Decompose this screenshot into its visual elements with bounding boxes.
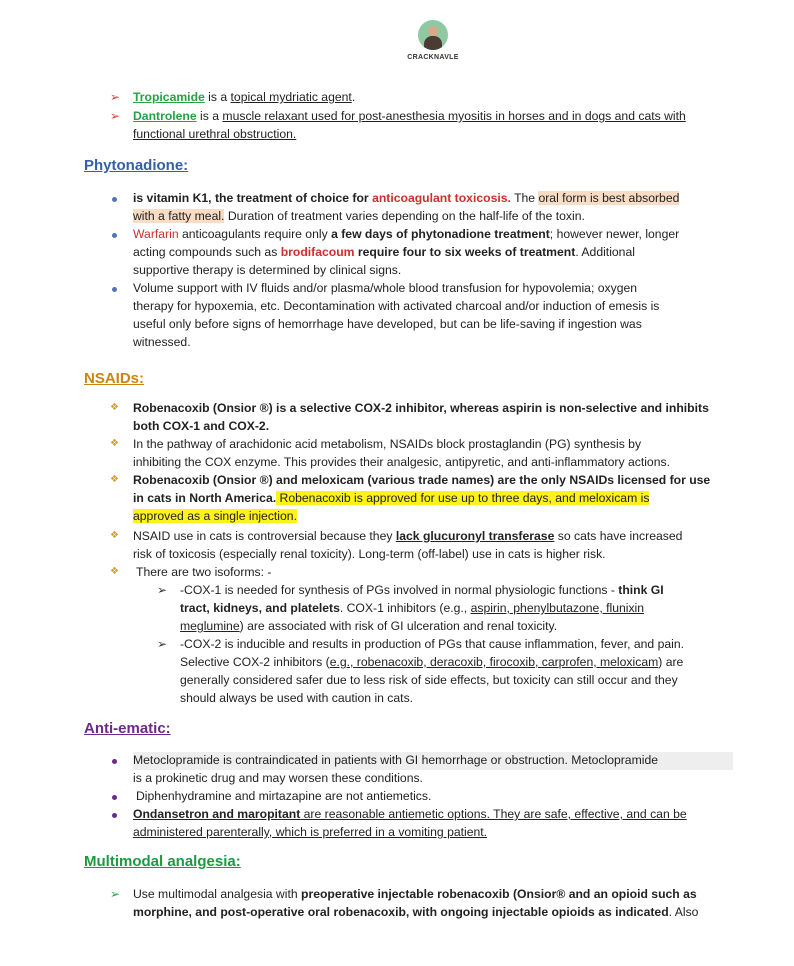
bullet-dot-icon [112, 197, 117, 202]
section-heading-antiemetic: Anti-ematic: [84, 720, 171, 737]
bullet-dot-icon [112, 759, 117, 764]
section-heading-multimodal: Multimodal analgesia: [84, 853, 241, 870]
cox1-line-2: tract, kidneys, and platelets. COX-1 inhibitors (e.g., aspirin, phenylbutazone, flunixin [180, 601, 645, 615]
arrow-bullet-icon: ➢ [157, 583, 168, 597]
nsaid-bullet-2-line-1: In the pathway of arachidonic acid metabolism, NSAIDs block prostaglandin (PG) synthesis by [133, 437, 642, 451]
cox1-line-1: -COX-1 is needed for synthesis of PGs involved in normal physiologic functions - think GI [180, 583, 664, 597]
nsaid-bullet-5: There are two isoforms: - [136, 565, 272, 579]
brand-logo [393, 18, 473, 80]
multimodal-bullet-line-2: morphine, and post-operative oral robenacoxib, with ongoing injectable opioids as indicated. Also [133, 905, 699, 919]
phyto-bullet-2-line-1: Warfarin anticoagulants require only a few days of phytonadione treatment; however newer, longer [133, 227, 680, 241]
diamond-bullet-icon: ❖ [110, 530, 119, 541]
phyto-bullet-3-line-3: useful only before signs of hemorrhage have developed, but can be life-saving if ingestion was [133, 317, 642, 331]
diamond-bullet-icon: ❖ [110, 402, 119, 413]
nsaid-bullet-1-line-1: Robenacoxib (Onsior ®) is a selective COX-2 inhibitor, whereas aspirin is non-selective and inhibits [133, 401, 709, 415]
bullet-dot-icon [112, 287, 117, 292]
nsaid-bullet-4-line-2: risk of toxicosis (especially renal toxicity). Long-term (off-label) use in cats is higher risk. [133, 547, 606, 561]
multimodal-bullet-line-1: Use multimodal analgesia with preoperative injectable robenacoxib (Onsior® and an opioid such as [133, 887, 697, 901]
phyto-bullet-1-line-1: is vitamin K1, the treatment of choice for anticoagulant toxicosis. The oral form is best absorbed [133, 191, 680, 205]
cox2-line-2: Selective COX-2 inhibitors (e.g., robenacoxib, deracoxib, firocoxib, carprofen, meloxicam) are [180, 655, 684, 669]
antiemetic-bullet-1-line-2: is a prokinetic drug and may worsen these conditions. [133, 771, 423, 785]
cox2-line-1: -COX-2 is inducible and results in production of PGs that cause inflammation, fever, and pain. [180, 637, 685, 651]
bullet-dot-icon [112, 795, 117, 800]
highlighted-text: approved as a single injection. [133, 509, 297, 523]
diamond-bullet-icon: ❖ [110, 438, 119, 449]
antiemetic-bullet-1-line-1: Metoclopramide is contraindicated in patients with GI hemorrhage or obstruction. Metoclopramide [133, 752, 733, 770]
nsaid-bullet-2-line-2: inhibiting the COX enzyme. This provides their analgesic, antipyretic, and anti-inflammatory actions. [133, 455, 670, 469]
nsaid-bullet-3-line-1: Robenacoxib (Onsior ®) and meloxicam (various trade names) are the only NSAIDs licensed for use [133, 473, 711, 487]
section-heading-nsaids: NSAIDs: [84, 370, 145, 387]
intro-item-dantrolene-cont: functional urethral obstruction. [133, 127, 297, 141]
phyto-bullet-3-line-1: Volume support with IV fluids and/or plasma/whole blood transfusion for hypovolemia; oxygen [133, 281, 638, 295]
arrow-bullet-icon: ➢ [157, 637, 168, 651]
phyto-bullet-1-line-2: with a fatty meal. Duration of treatment varies depending on the half-life of the toxin. [133, 209, 585, 223]
antiemetic-bullet-2: Diphenhydramine and mirtazapine are not antiemetics. [136, 789, 432, 803]
brand-name: CRACKNAVLE [407, 54, 459, 61]
phyto-bullet-3-line-4: witnessed. [133, 335, 191, 349]
antiemetic-bullet-3-line-2: administered parenterally, which is preferred in a vomiting patient. [133, 825, 488, 839]
phyto-bullet-2-line-3: supportive therapy is determined by clinical signs. [133, 263, 402, 277]
bullet-dot-icon [112, 233, 117, 238]
diamond-bullet-icon: ❖ [110, 566, 119, 577]
bullet-dot-icon [112, 813, 117, 818]
intro-item-tropicamide: Tropicamide is a topical mydriatic agent. [133, 90, 356, 104]
diamond-bullet-icon: ❖ [110, 474, 119, 485]
arrow-bullet-icon: ➢ [110, 887, 121, 901]
drug-name: Tropicamide [133, 90, 205, 104]
phyto-bullet-2-line-2: acting compounds such as brodifacoum require four to six weeks of treatment. Additional [133, 245, 635, 259]
highlighted-text: Robenacoxib is approved for use up to three days, and meloxicam is [276, 491, 650, 505]
cox1-line-3: meglumine) are associated with risk of GI ulceration and renal toxicity. [180, 619, 558, 633]
doctor-avatar-icon [418, 20, 448, 50]
arrow-bullet-icon: ➢ [110, 90, 121, 104]
antiemetic-bullet-3-line-1: Ondansetron and maropitant are reasonable antiemetic options. They are safe, effective, and can be [133, 807, 687, 821]
nsaid-bullet-3-line-3 [133, 508, 297, 526]
drug-name: Dantrolene [133, 109, 197, 123]
nsaid-bullet-1-line-2: both COX-1 and COX-2. [133, 419, 270, 433]
cox2-line-3: generally considered safer due to less risk of side effects, but toxicity can still occur and they [180, 673, 678, 687]
arrow-bullet-icon: ➢ [110, 109, 121, 123]
cox2-line-4: should always be used with caution in cats. [180, 691, 414, 705]
nsaid-bullet-4-line-1: NSAID use in cats is controversial because they lack glucuronyl transferase so cats have increased [133, 529, 683, 543]
intro-item-dantrolene: Dantrolene is a muscle relaxant used for post-anesthesia myositis in horses and in dogs and cats with [133, 109, 686, 123]
nsaid-bullet-3-line-2: in cats in North America. Robenacoxib is approved for use up to three days, and meloxicam is [133, 491, 650, 505]
section-heading-phytonadione: Phytonadione: [84, 157, 189, 174]
phyto-bullet-3-line-2: therapy for hypoxemia, etc. Decontamination with activated charcoal and/or induction of emesis is [133, 299, 660, 313]
